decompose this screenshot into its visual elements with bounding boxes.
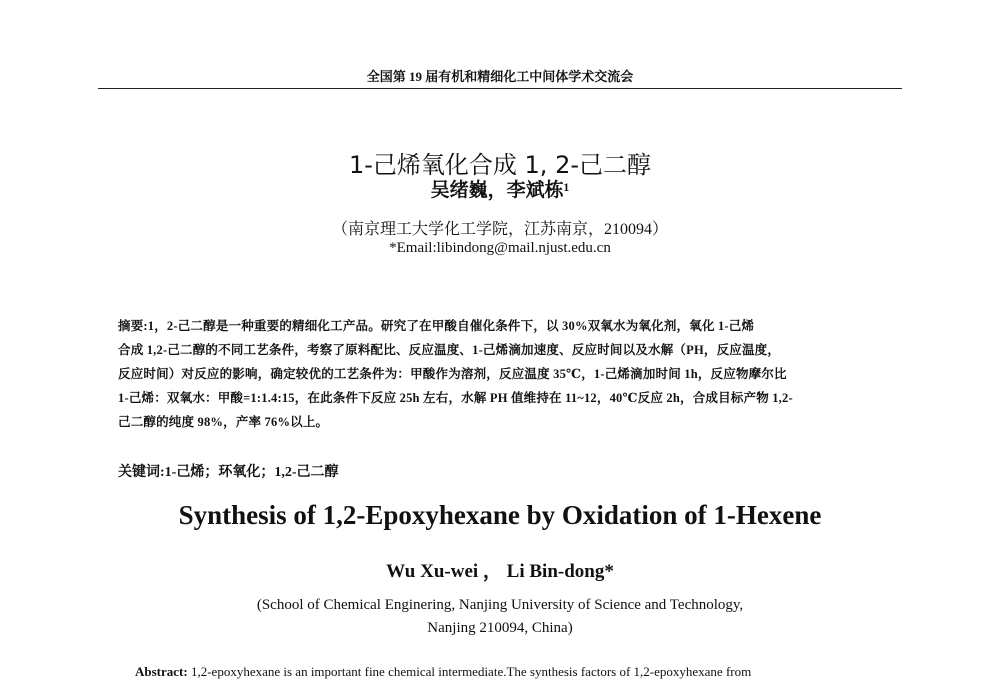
abstract-cn-line: 1-己烯：双氧水：甲酸=1:1.4:15，在此条件下反应 25h 左右，水解 PH 值维持在 11~12，40℃反应 2h，合成目标产物 1,2- bbox=[118, 391, 793, 405]
abstract-cn-line: 己二醇的纯度 98%，产率 76%以上。 bbox=[118, 415, 329, 429]
conference-header: 全国第 19 届有机和精细化工中间体学术交流会 bbox=[366, 69, 634, 84]
paper-title-cn: 1-己烯氧化合成 1, 2-己二醇 bbox=[348, 151, 651, 179]
abstract-en-text: 1,2-epoxyhexane is an important fine chemical intermediate.The synthesis factors of 1,2-epoxyhexane from bbox=[187, 664, 752, 679]
abstract-cn-line: 反应时间）对反应的影响，确定较优的工艺条件为：甲酸作为溶剂，反应温度 35℃，1-己烯滴加时间 1h，反应物摩尔比 bbox=[118, 367, 787, 381]
authors-en: Wu Xu-wei ， Li Bin-dong* bbox=[386, 561, 614, 582]
header-rule bbox=[98, 88, 902, 89]
paper-title-en: Synthesis of 1,2-Epoxyhexane by Oxidation of 1-Hexene bbox=[178, 500, 822, 530]
abstract-en-label: Abstract: bbox=[135, 664, 188, 679]
authors-cn: 吴绪巍，李斌栋¹ bbox=[430, 180, 570, 201]
abstract-en bbox=[135, 664, 751, 680]
affiliation-en-line: (School of Chemical Enginering, Nanjing University of Science and Technology, bbox=[256, 597, 744, 613]
keywords-cn: 关键词:1-己烯；环氧化；1,2-己二醇 bbox=[118, 465, 339, 480]
affiliation-cn: （南京理工大学化工学院，江苏南京，210094） bbox=[331, 221, 668, 238]
abstract-cn-line: 摘要:1，2-己二醇是一种重要的精细化工产品。研究了在甲酸自催化条件下，以 30%双氧水为氧化剂，氧化 1-己烯 bbox=[118, 319, 755, 333]
abstract-cn-line: 合成 1,2-己二醇的不同工艺条件，考察了原料配比、反应温度、1-己烯滴加速度、反应时间以及水解（PH，反应温度， bbox=[118, 343, 781, 357]
email: *Email:libindong@mail.njust.edu.cn bbox=[389, 240, 611, 256]
affiliation-en-line: Nanjing 210094, China) bbox=[427, 620, 573, 636]
